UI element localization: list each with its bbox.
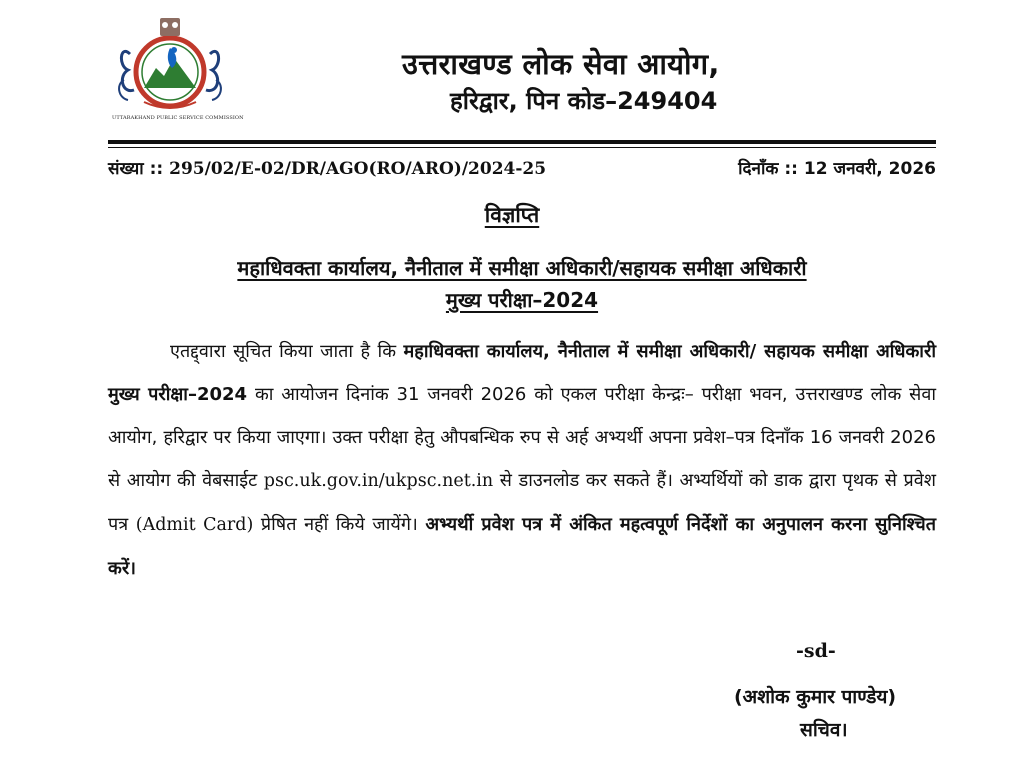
website-link[interactable]: psc.uk.gov.in/ukpsc.net.in <box>263 471 494 491</box>
header-divider-thick <box>108 140 936 144</box>
reference-number-label: संख्या :: <box>108 159 164 179</box>
body-closing-instruction: अभ्यर्थी प्रवेश पत्र में अंकित महत्वपूर्ण निर्देशों का अनुपालन करना सुनिश्चित करें। <box>108 514 936 579</box>
body-text-part-2: से डाउनलोड कर सकते हैं। अभ्यर्थियों को डाक द्वारा पृथक से प्रवेश पत्र <box>108 470 936 535</box>
body-intro: एतद्द्वारा सूचित किया जाता है कि <box>170 341 397 362</box>
signature-sd: -sd- <box>796 640 836 662</box>
date-label: दिनाँक :: <box>738 159 798 179</box>
body-text-part-3: प्रेषित नहीं किये जायेंगे। <box>260 514 418 535</box>
date-value: 12 जनवरी, 2026 <box>803 159 936 179</box>
reference-number-value: 295/02/E-02/DR/AGO(RO/ARO)/2024-25 <box>169 159 547 179</box>
header-divider-thin <box>108 147 936 148</box>
uttarakhand-psc-emblem-icon <box>108 10 244 124</box>
notice-subject <box>140 252 904 316</box>
body-text-part-1: का आयोजन दिनांक 31 जनवरी 2026 को एकल परीक्षा केन्द्रः– परीक्षा भवन, उत्तराखण्ड लोक सेवा आयोग, हरिद्वार पर किया जाएगा। उक्त परीक्षा हेतु औपबन्धिक रुप से अर्ह अभ्यर्थी अपना प्रवेश–पत्र दिनाँक 16 जनवरी 2026 से आयोग की वेबसाईट <box>108 384 936 491</box>
signatory-designation: सचिव। <box>800 719 848 741</box>
notice-body <box>108 330 936 590</box>
logo-caption: UTTARAKHAND PUBLIC SERVICE COMMISSION <box>112 115 244 121</box>
subject-line-2: मुख्य परीक्षा–2024 <box>445 288 599 312</box>
notice-date <box>671 156 936 179</box>
signatory-name: (अशोक कुमार पाण्डेय) <box>734 686 897 708</box>
notice-title <box>0 201 1024 229</box>
body-exam-name: महाधिवक्ता कार्यालय, नैनीताल में समीक्षा अधिकारी/ सहायक समीक्षा अधिकारी मुख्य परीक्षा–2024 <box>108 341 936 405</box>
organization-name: उत्तराखण्ड लोक सेवा आयोग, <box>402 47 720 81</box>
organization-address: हरिद्वार, पिन कोड–249404 <box>450 87 718 115</box>
notice-title-text: विज्ञप्ति <box>484 203 540 227</box>
admit-card-text: (Admit Card) <box>135 515 254 535</box>
reference-number <box>108 156 546 179</box>
subject-line-1: महाधिवक्ता कार्यालय, नैनीताल में समीक्षा अधिकारी/सहायक समीक्षा अधिकारी <box>237 256 807 280</box>
